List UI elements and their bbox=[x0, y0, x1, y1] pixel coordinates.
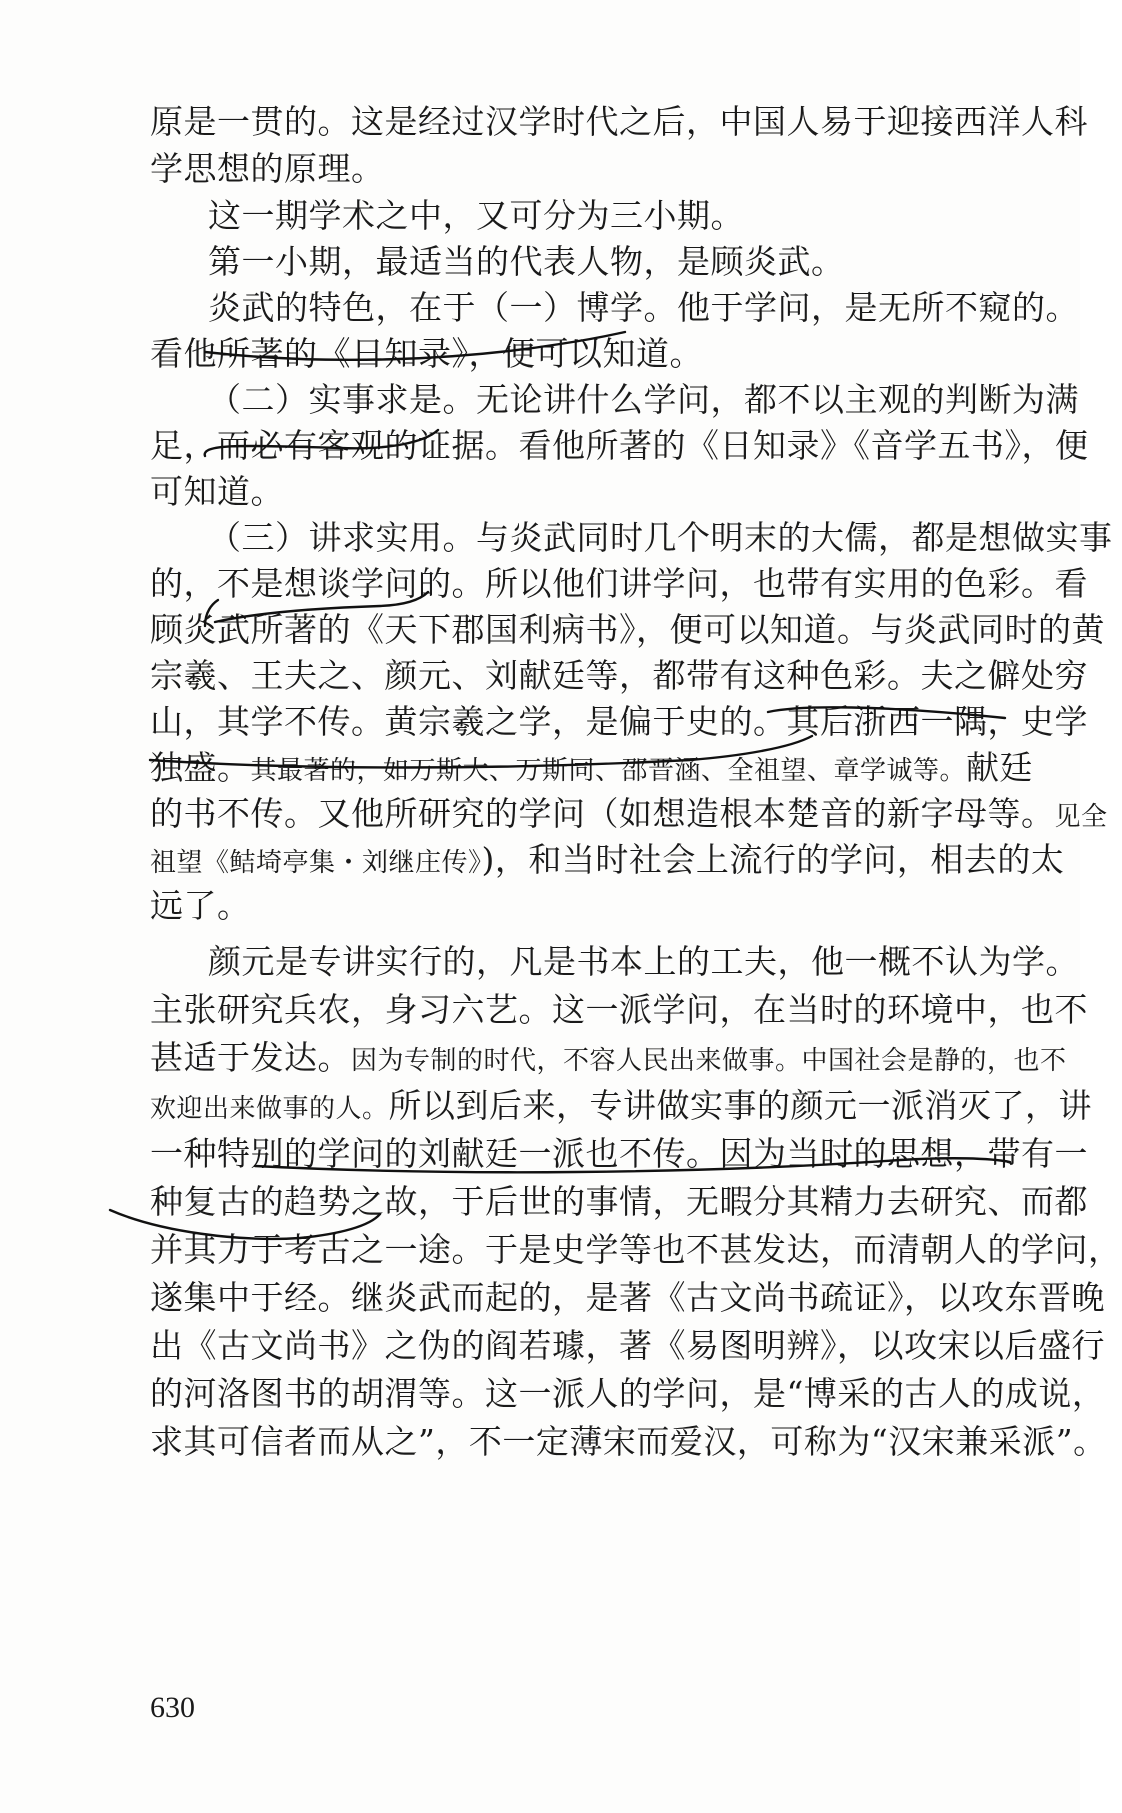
small-print-segment: 其最著的，如万斯大、万斯同、邵晋涵、全祖望、章学诚等。 bbox=[250, 756, 967, 786]
text-segment: )，和当时社会上流行的学问，相去的太 bbox=[481, 840, 1065, 879]
text-segment: 献廷 bbox=[966, 748, 1034, 787]
small-print-segment: 欢迎出来做事的人。 bbox=[150, 1094, 389, 1124]
text-line-26: 遂集中于经。继炎武而起的，是著《古文尚书疏证》，以攻东晋晚 bbox=[150, 1278, 1105, 1317]
text-line-1: 原是一贯的。这是经过汉学时代之后，中国人易于迎接西洋人科 bbox=[150, 102, 1088, 141]
text-line-22 bbox=[150, 1080, 1093, 1132]
text-segment: 甚适于发达。 bbox=[150, 1038, 351, 1077]
text-line-29: 求其可信者而从之”，不一定薄宋而爱汉，可称为“汉宋兼采派”。 bbox=[150, 1422, 1107, 1461]
text-line-25: 并其力于考古之一途。于是史学等也不甚发达，而清朝人的学问， bbox=[150, 1230, 1122, 1269]
text-line-5: 炎武的特色，在于（一）博学。他于学问，是无所不窥的。 bbox=[208, 288, 1079, 327]
text-line-11: 的，不是想谈学问的。所以他们讲学问，也带有实用的色彩。看 bbox=[150, 564, 1088, 603]
text-line-20: 主张研究兵农，身习六艺。这一派学问，在当时的环境中，也不 bbox=[150, 990, 1088, 1029]
text-line-3: 这一期学术之中，又可分为三小期。 bbox=[208, 196, 744, 235]
text-line-4: 第一小期，最适当的代表人物，是顾炎武。 bbox=[208, 242, 845, 281]
page-number: 630 bbox=[150, 1691, 195, 1724]
text-line-18: 远了。 bbox=[150, 886, 251, 925]
text-line-10: （三）讲求实用。与炎武同时几个明末的大儒，都是想做实事 bbox=[208, 518, 1113, 557]
text-line-19: 颜元是专讲实行的，凡是书本上的工夫，他一概不认为学。 bbox=[208, 942, 1079, 981]
text-line-6: 看他所著的《日知录》，便可以知道。 bbox=[150, 334, 703, 373]
text-line-9: 可知道。 bbox=[150, 472, 284, 511]
text-segment: 独盛。 bbox=[150, 748, 251, 787]
text-line-14: 山，其学不传。黄宗羲之学，是偏于史的。其后浙西一隅，史学 bbox=[150, 702, 1088, 741]
text-line-16 bbox=[150, 788, 1108, 840]
small-print-segment: 见全 bbox=[1054, 802, 1108, 832]
small-print-segment: 祖望《鲒埼亭集・刘继庄传》 bbox=[150, 848, 482, 878]
text-segment: 所以到后来，专讲做实事的颜元一派消灭了，讲 bbox=[388, 1086, 1093, 1125]
text-line-15 bbox=[150, 742, 1034, 794]
text-line-7: （二）实事求是。无论讲什么学问，都不以主观的判断为满 bbox=[208, 380, 1079, 419]
text-line-27: 出《古文尚书》之伪的阎若璩，著《易图明辨》，以攻宋以后盛行 bbox=[150, 1326, 1105, 1365]
text-line-23: 一种特别的学问的刘献廷一派也不传。因为当时的思想，带有一 bbox=[150, 1134, 1088, 1173]
small-print-segment: 因为专制的时代，不容人民出来做事。中国社会是静的，也不 bbox=[351, 1046, 1067, 1076]
text-line-24: 种复古的趋势之故，于后世的事情，无暇分其精力去研究、而都 bbox=[150, 1182, 1088, 1221]
text-line-12: 顾炎武所著的《天下郡国利病书》，便可以知道。与炎武同时的黄 bbox=[150, 610, 1105, 649]
text-line-13: 宗羲、王夫之、颜元、刘献廷等，都带有这种色彩。夫之僻处穷 bbox=[150, 656, 1088, 695]
text-segment: 的书不传。又他所研究的学问（如想造根本楚音的新字母等。 bbox=[150, 794, 1055, 833]
text-line-2: 学思想的原理。 bbox=[150, 149, 385, 188]
text-line-21 bbox=[150, 1032, 1067, 1084]
text-line-8: 足，而必有客观的证据。看他所著的《日知录》《音学五书》，便 bbox=[150, 426, 1089, 465]
text-line-28: 的河洛图书的胡渭等。这一派人的学问，是“博采的古人的成说， bbox=[150, 1374, 1106, 1413]
text-line-17 bbox=[150, 834, 1065, 886]
